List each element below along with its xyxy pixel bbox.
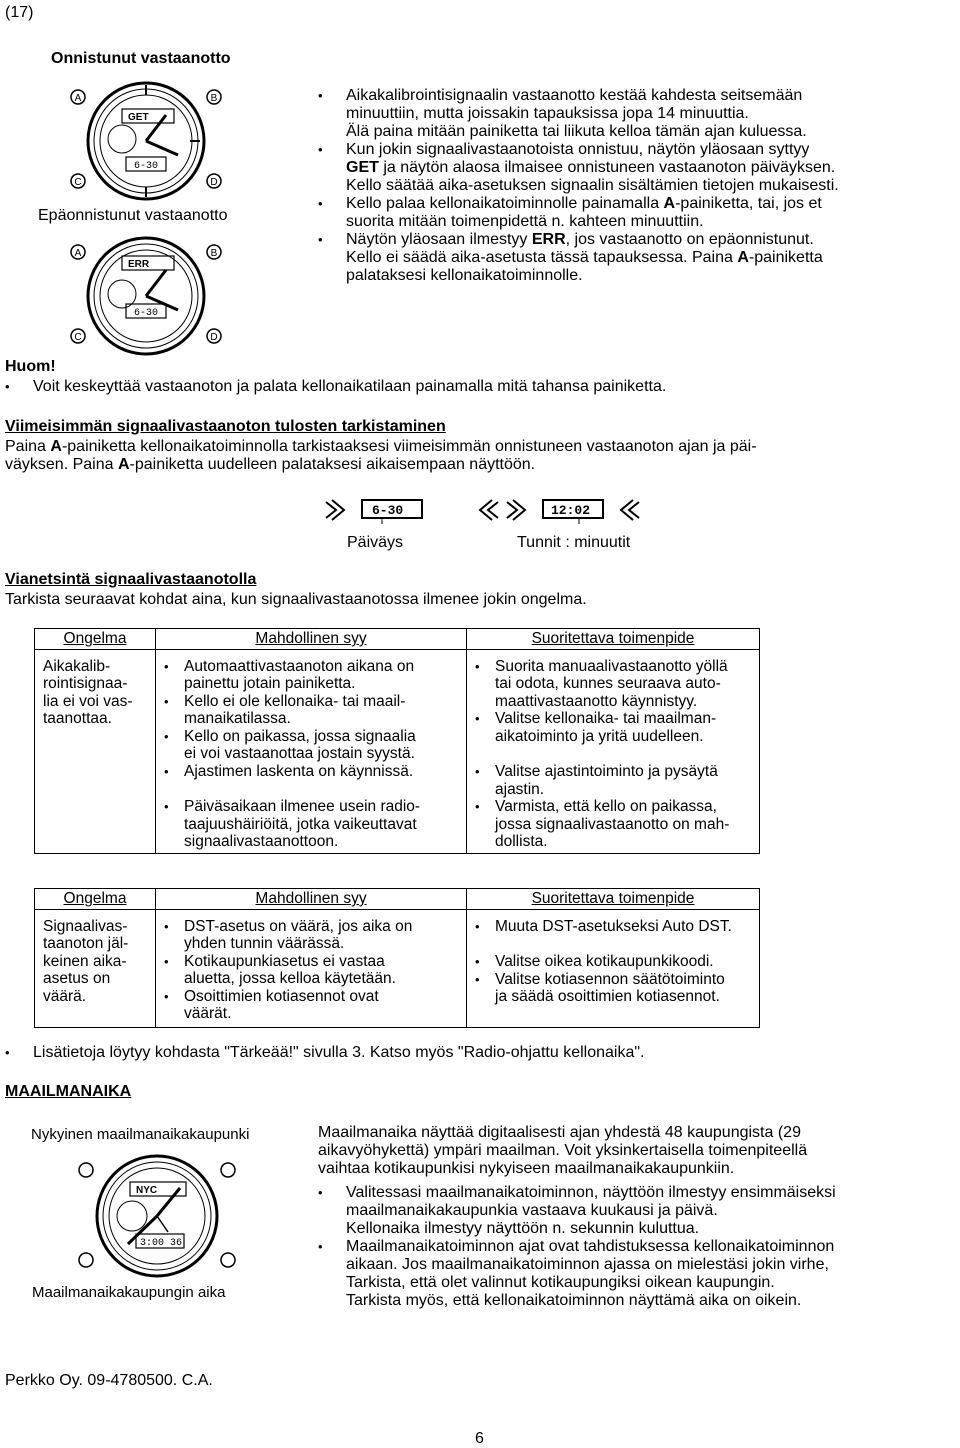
troubleshoot-table-2 — [34, 888, 760, 1028]
text-line: Aikakalibrointisignaalin vastaanotto kestää kahdesta seitsemään — [346, 87, 803, 104]
last-result-heading: Viimeisimmän signaalivastaanoton tulosten tarkistaminen — [5, 418, 446, 435]
text-line: GET ja näytön alaosa ilmaisee onnistuneen vastaanoton päiväyksen. — [346, 159, 836, 176]
text-line: aikavyöhykettä) ympäri maailman. Voit yksinkertaisella toimenpiteellä — [318, 1142, 808, 1159]
list-item: • Kotikaupunkiasetus ei vastaa aluetta, jossa kelloa käytetään. — [164, 952, 396, 987]
list-item: • Ajastimen laskenta on käynnissä. — [164, 762, 414, 780]
list-item: • DST-asetus on väärä, jos aika on yhden tunnin väärässä. — [164, 917, 413, 952]
more-info-text: Lisätietoja löytyy kohdasta "Tärkeää!" sivulla 3. Katso myös "Radio-ohjattu kellonaika". — [33, 1044, 645, 1061]
watch-button-a-label: A — [74, 93, 82, 104]
watch-button-d-label: D — [210, 332, 218, 343]
header-action: Suoritettava toimenpide — [467, 629, 760, 650]
header-problem: Ongelma — [35, 889, 156, 910]
table-header-row — [35, 889, 760, 910]
list-item: • Osoittimien kotiasennot ovat väärät. — [164, 987, 379, 1022]
list-item: • Valitse kotiasennon säätötoiminto ja säädä osoittimien kotiasennot. — [475, 970, 725, 1005]
text-line: Näytön yläosaan ilmestyy ERR, jos vastaanotto on epäonnistunut. — [346, 231, 814, 248]
text-line: palataksesi kellonaikatoiminnolle. — [346, 267, 583, 284]
watch-get-indicator: GET — [128, 112, 149, 123]
text-line: Maailmanaika näyttää digitaalisesti ajan yhdestä 48 kaupungista (29 — [318, 1124, 801, 1141]
date-display-illustration — [322, 494, 502, 524]
list-item: • Automaattivastaanoton aikana on painettu jotain painiketta. — [164, 657, 415, 692]
list-item: • Kello ei ole kellonaika- tai maail- manaikatilassa. — [164, 692, 406, 727]
list-item: • Päiväsaikaan ilmenee usein radio- taajuushäiriöitä, jotka vaikeuttavat signaalivastaanottoon. — [164, 798, 421, 850]
bullet-item: • Valitessasi maailmanaikatoiminnon, näyttöön ilmestyy ensimmäiseksi maailmanaikakaupunkia vastaava kuukausi ja päivä. Kellonaika ilmestyy näyttöön n. sekunnin kuluttua. — [318, 1184, 836, 1237]
page-marker: (17) — [5, 4, 34, 21]
troubleshoot-heading: Vianetsintä signaalivastaanotolla — [5, 571, 257, 588]
note-bullet: • Voit keskeyttää vastaanoton ja palata kellonaikatilaan painamalla mitä tahansa painiketta. — [5, 378, 667, 395]
header-problem: Ongelma — [35, 629, 156, 650]
text-line: väyksen. Paina A-painiketta uudelleen palataksesi aikaisempaan näyttöön. — [5, 456, 536, 473]
footer-text: Perkko Oy. 09-4780500. C.A. — [5, 1372, 213, 1389]
label-successful-reception: Onnistunut vastaanotto — [51, 50, 231, 67]
watch-button-c-label: C — [74, 177, 82, 188]
list-item: • Suorita manuaalivastaanotto yöllä tai odota, kunnes seuraava auto- maattivastaanotto käynnistyy. — [475, 657, 728, 710]
problem-cell: Signaalivas- taanoton jäl- keinen aika- asetus on väärä. — [35, 909, 156, 1028]
world-time-bullets — [318, 1184, 958, 1310]
bullet-item: • Näytön yläosaan ilmestyy ERR, jos vastaanotto on epäonnistunut. Kello ei säädä aika-asetusta tässä tapauksessa. Paina A-painiketta palataksesi kellonaikatoiminnolle. — [346, 231, 956, 285]
text-line: Kello ei säädä aika-asetusta tässä tapauksessa. Paina A-painiketta — [346, 249, 823, 266]
bullet-item: • Kello palaa kellonaikatoiminnolle painamalla A-painiketta, tai, jos et suorita mitään toimenpidettä n. kahteen minuuttiin. — [346, 195, 956, 231]
watch-illustration-fail — [66, 232, 226, 362]
action-cell — [467, 909, 760, 1028]
label-date: Päiväys — [347, 534, 404, 551]
label-current-world-city: Nykyinen maailmanaikakaupunki — [31, 1126, 250, 1143]
list-item: • Valitse oikea kotikaupunkikoodi. — [475, 953, 714, 970]
time-display-value: 12:02 — [551, 503, 591, 518]
list-item: • Muuta DST-asetukseksi Auto DST. — [475, 917, 732, 935]
more-info-bullet: • Lisätietoja löytyy kohdasta "Tärkeää!" sivulla 3. Katso myös "Radio-ohjattu kellonaika". — [5, 1044, 645, 1061]
watch-button-a-label: A — [74, 248, 82, 259]
list-item: • Varmista, että kello on paikassa, jossa signaalivastaanotto on mah- dollista. — [475, 798, 730, 850]
troubleshoot-intro: Tarkista seuraavat kohdat aina, kun signaalivastaanotossa ilmenee jokin ongelma. — [5, 591, 587, 608]
watch-button-b-label: B — [210, 93, 218, 104]
reception-bullets — [318, 87, 956, 285]
action-cell — [467, 649, 760, 854]
bullet-item: • Maailmanaikatoiminnon ajat ovat tahdistuksessa kellonaikatoiminnon aikaan. Jos maailmanaikatoiminnon ajassa on mielestäsi jokin virhe, Tarkista, että olet valinnut kotikaupungiksi oikean kaupungin. Tarkista myös, että kellonaikatoiminnon näyttämä aika on oikein. — [318, 1238, 835, 1309]
text-line: Kun jokin signaalivastaanotoista onnistuu, näytön yläosaan syttyy — [346, 141, 810, 158]
text-line: Älä paina mitään painiketta tai liikuta kelloa tämän ajan kuluessa. — [346, 123, 807, 140]
label-failed-reception: Epäonnistunut vastaanotto — [38, 207, 228, 224]
text-line: suorita mitään toimenpidettä n. kahteen minuuttiin. — [346, 213, 704, 230]
header-cause: Mahdollinen syy — [156, 889, 467, 910]
table-header-row — [35, 629, 760, 650]
text-line: vaihtaa kotikaupunkisi nykyiseen maailmanaikakaupunkiin. — [318, 1160, 735, 1177]
list-item: • Valitse kellonaika- tai maailman- aikatoiminto ja yritä uudelleen. — [475, 710, 717, 745]
world-time-display: 3:00 36 — [140, 1238, 183, 1249]
text-line: Kello palaa kellonaikatoiminnolle painamalla A-painiketta, tai, jos et — [346, 195, 822, 212]
bullet-item: • Aikakalibrointisignaalin vastaanotto kestää kahdesta seitsemään minuuttiin, mutta joissakin tapauksissa jopa 14 minuuttia. Älä paina mitään painiketta tai liikuta kelloa tämän ajan kuluessa. — [346, 87, 956, 141]
cause-cell — [156, 909, 467, 1028]
world-time-description — [318, 1124, 958, 1178]
watch-date-display: 6-30 — [134, 161, 159, 172]
world-time-heading: MAAILMANAIKA — [5, 1083, 132, 1100]
cause-cell — [156, 649, 467, 854]
text-line: Paina A-painiketta kellonaikatoiminnolla tarkistaaksesi viimeisimmän onnistuneen vastaanoton ajan ja päi- — [5, 438, 757, 455]
problem-cell: Aikakalib- rointisignaa- lia ei voi vas- taanottaa. — [35, 649, 156, 854]
last-result-paragraph — [5, 438, 757, 474]
text-line: minuuttiin, mutta joissakin tapauksissa jopa 14 minuuttia. — [346, 105, 749, 122]
watch-illustration-success — [66, 77, 226, 207]
page-number: 6 — [475, 1430, 484, 1447]
watch-date-display: 6-30 — [134, 308, 159, 319]
date-display-value: 6-30 — [372, 503, 404, 518]
watch-err-indicator: ERR — [128, 259, 150, 270]
header-action: Suoritettava toimenpide — [467, 889, 760, 910]
watch-button-c-label: C — [74, 332, 82, 343]
label-world-city-time: Maailmanaikakaupungin aika — [32, 1284, 226, 1301]
watch-button-b-label: B — [210, 248, 218, 259]
list-item: • Valitse ajastintoiminto ja pysäytä ajastin. — [475, 763, 718, 798]
bullet-item: • Kun jokin signaalivastaanotoista onnistuu, näytön yläosaan syttyy GET ja näytön alaosa ilmaisee onnistuneen vastaanoton päiväyksen. Kello säätää aika-asetuksen signaalin sisältämien tietojen mukaisesti. — [346, 141, 956, 195]
note-text: Voit keskeyttää vastaanoton ja palata kellonaikatilaan painamalla mitä tahansa painiketta. — [33, 378, 667, 395]
watch-button-d-label: D — [210, 177, 218, 188]
note-title: Huom! — [5, 358, 56, 375]
watch-illustration-world-time — [72, 1148, 242, 1286]
time-display-illustration — [503, 494, 643, 524]
troubleshoot-table-1 — [34, 628, 760, 854]
world-city-display: NYC — [136, 1185, 158, 1196]
header-cause: Mahdollinen syy — [156, 629, 467, 650]
list-item: • Kello on paikassa, jossa signaalia ei voi vastaanottaa jostain syystä. — [164, 727, 416, 762]
table-row — [35, 909, 760, 1028]
table-row — [35, 649, 760, 854]
label-hours-minutes: Tunnit : minuutit — [517, 534, 631, 551]
text-line: Kello säätää aika-asetuksen signaalin sisältämien tietojen mukaisesti. — [346, 177, 839, 194]
